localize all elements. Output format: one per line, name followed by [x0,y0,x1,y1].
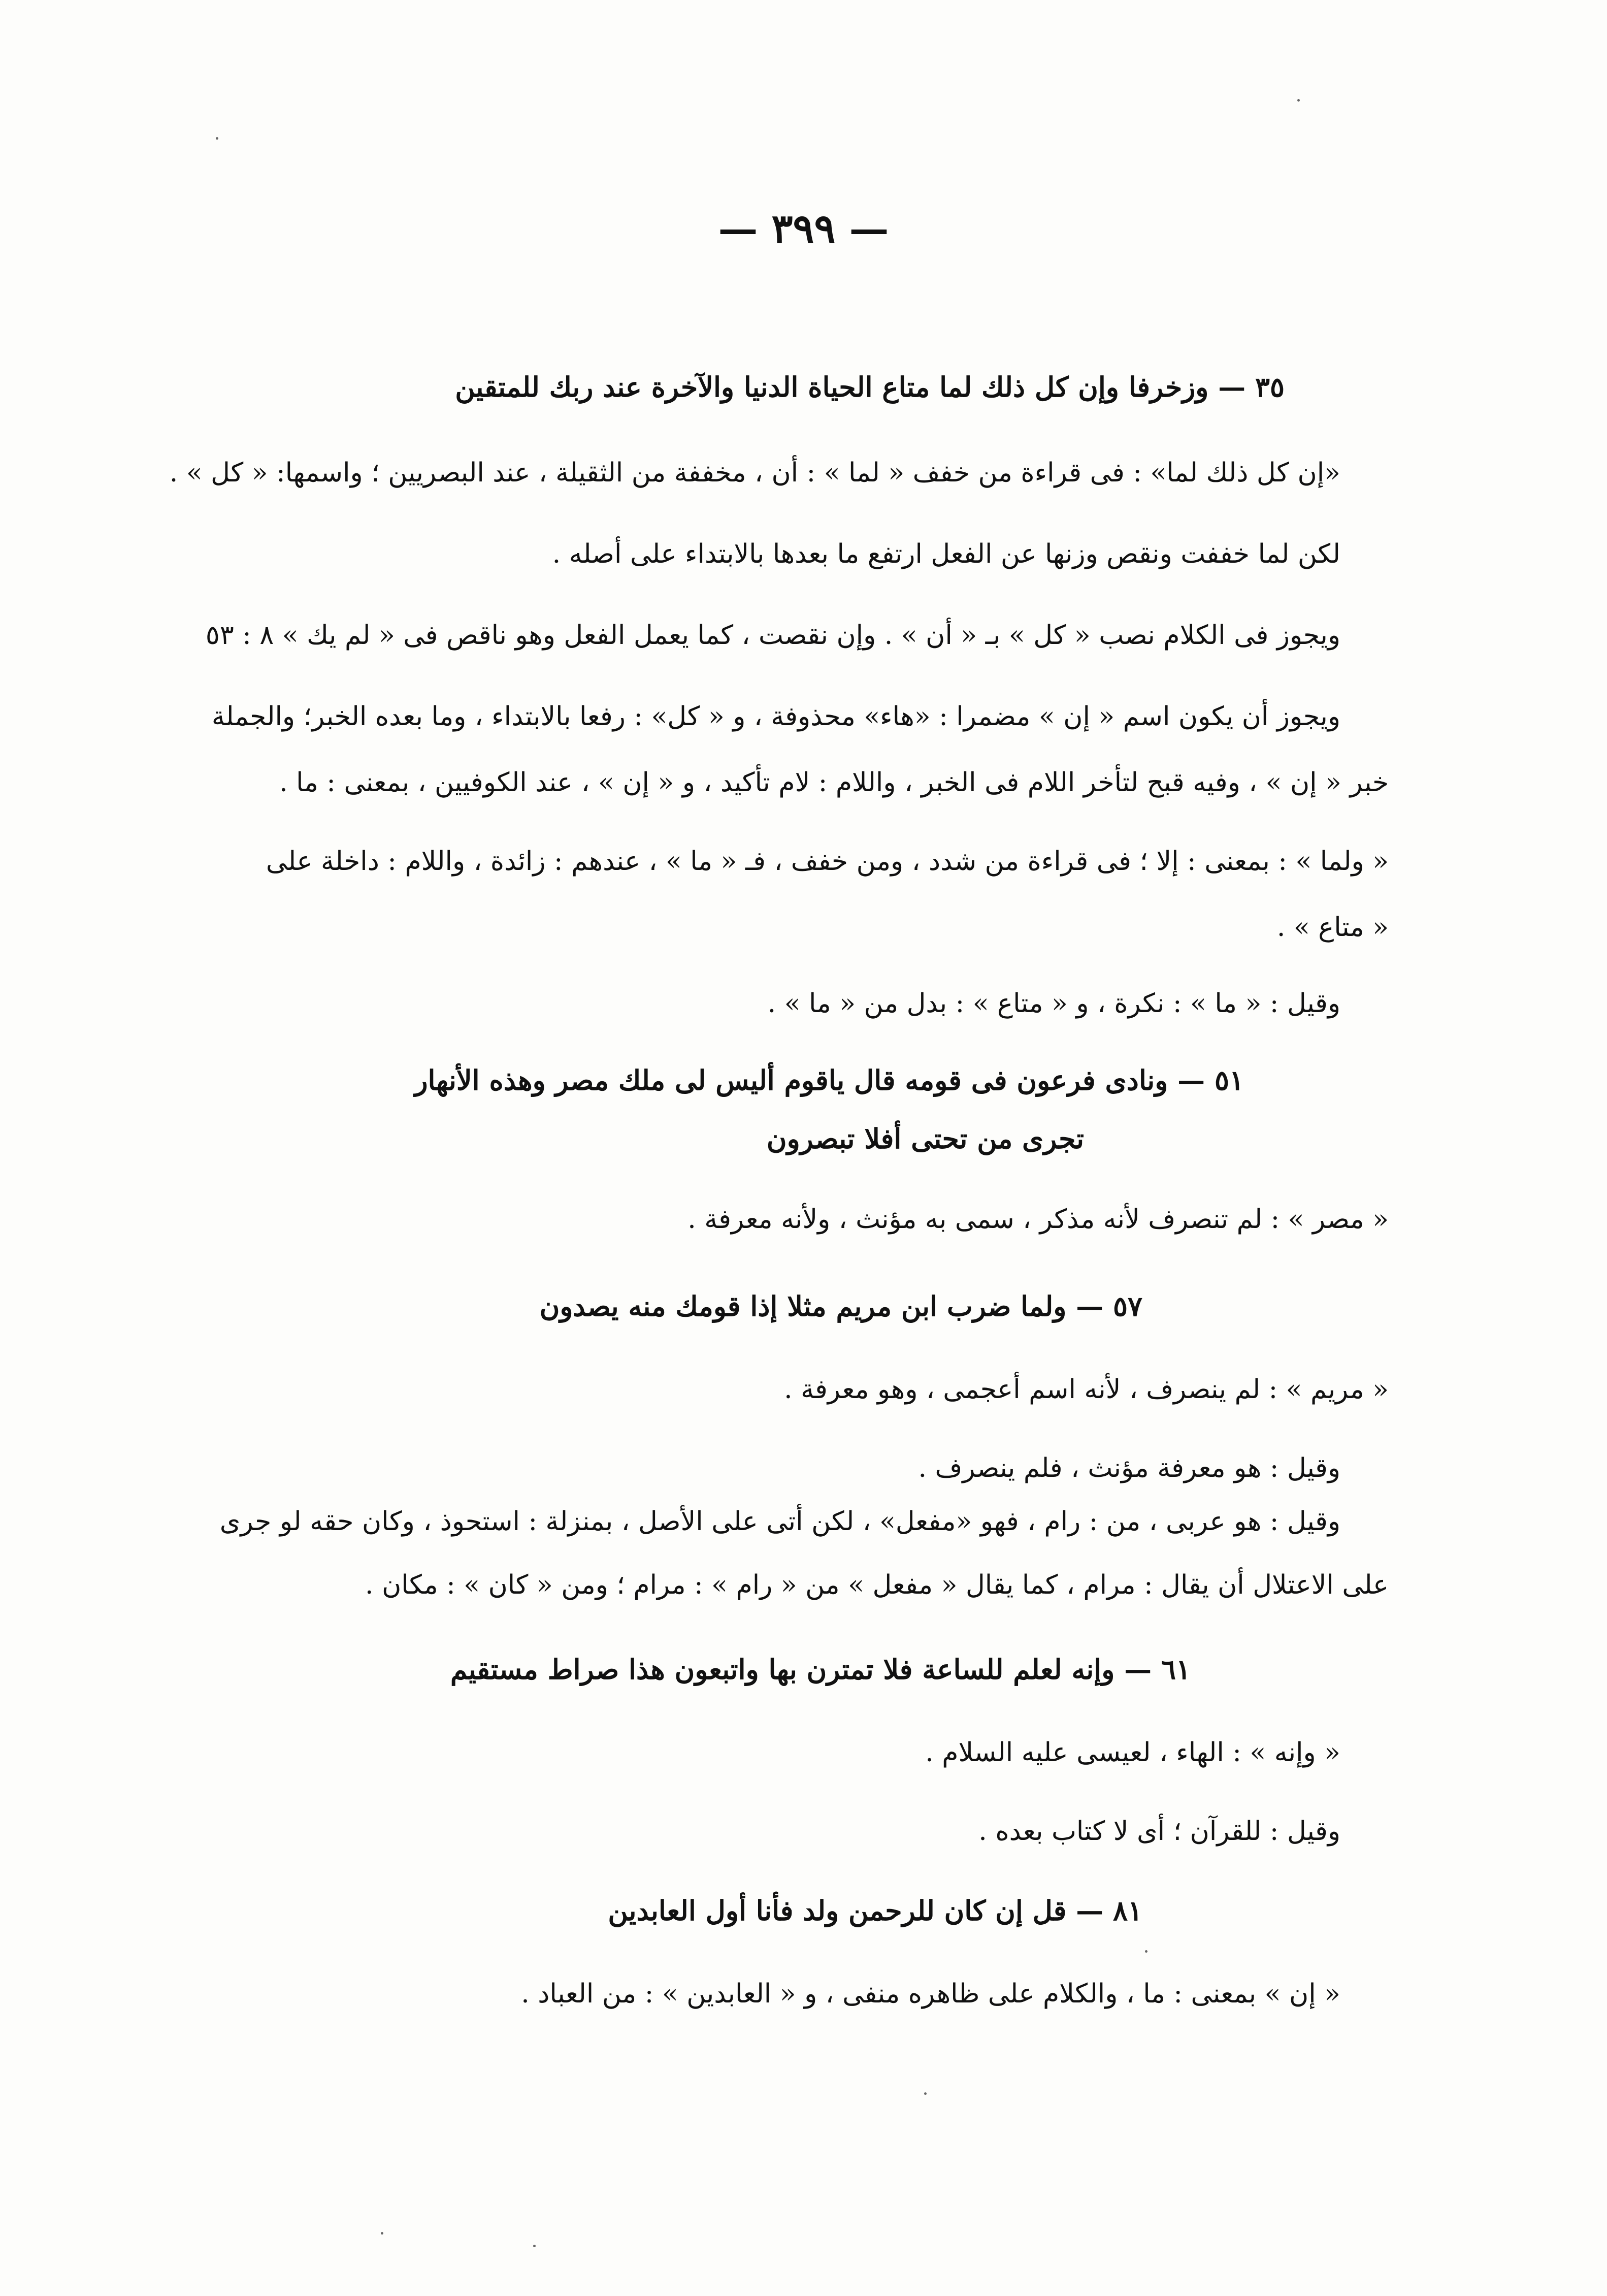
commentary-line: ويجوز أن يكون اسم « إن » مضمرا : «هاء» محذوفة ، و « كل» : رفعا بالابتداء ، وما بعده الخبر؛ والجملة [211,701,1340,732]
verse-81: ٨١ — قل إن كان للرحمن ولد فأنا أول العابدين [608,1894,1142,1927]
commentary-line: « مريم » : لم ينصرف ، لأنه اسم أعجمى ، وهو معرفة . [784,1374,1389,1405]
verse-51-continuation: تجرى من تحتى أفلا تبصرون [766,1122,1084,1155]
scan-speck [216,137,218,140]
commentary-line: « ولما » : بمعنى : إلا ؛ فى قراءة من شدد ، ومن خفف ، فـ « ما » ، عندهم : زائدة ، واللام : داخلة على [266,846,1389,877]
verse-35: ٣٥ — وزخرفا وإن كل ذلك لما متاع الحياة الدنيا والآخرة عند ربك للمتقين [455,371,1285,403]
commentary-line: « إن » بمعنى : ما ، والكلام على ظاهره منفى ، و « العابدين » : من العباد . [521,1979,1340,2009]
commentary-line: وقيل : « ما » : نكرة ، و « متاع » : بدل من « ما » . [767,988,1340,1019]
verse-51: ٥١ — ونادى فرعون فى قومه قال ياقوم أليس لى ملك مصر وهذه الأنهار [414,1064,1244,1096]
commentary-line: خبر « إن » ، وفيه قبح لتأخر اللام فى الخبر ، واللام : لام تأكيد ، و « إن » ، عند الكوفيين ، بمعنى : ما . [279,767,1389,798]
verse-61: ٦١ — وإنه لعلم للساعة فلا تمترن بها واتبعون هذا صراط مستقيم [450,1653,1191,1686]
commentary-line: على الاعتلال أن يقال : مرام ، كما يقال « مفعل » من « رام » : مرام ؛ ومن « كان » : مكان . [365,1570,1389,1600]
scan-speck [924,2092,927,2095]
commentary-line: «إن كل ذلك لما» : فى قراءة من خفف « لما » : أن ، مخففة من الثقيلة ، عند البصريين ؛ واسمها: « كل » . [169,458,1340,488]
commentary-line: لكن لما خففت ونقص وزنها عن الفعل ارتفع ما بعدها بالابتداء على أصله . [552,539,1340,569]
commentary-line: « وإنه » : الهاء ، لعيسى عليه السلام . [925,1737,1340,1768]
scan-speck [533,2245,536,2247]
commentary-line: « مصر » : لم تنصرف لأنه مذكر ، سمى به مؤنث ، ولأنه معرفة . [687,1204,1389,1235]
scan-speck [381,2232,383,2235]
commentary-line: « متاع » . [1276,912,1389,943]
scan-speck [1145,1950,1147,1953]
commentary-line: وقيل : هو عربى ، من : رام ، فهو «مفعل» ، لكن أتى على الأصل ، بمنزلة : استحوذ ، وكان حقه لو جرى [219,1506,1340,1537]
commentary-line: ويجوز فى الكلام نصب « كل » بـ « أن » . وإن نقصت ، كما يعمل الفعل وهو ناقص فى « لم يك » ٨ : ٥٣ [205,620,1340,651]
commentary-line: وقيل : هو معرفة مؤنث ، فلم ينصرف . [918,1453,1340,1483]
verse-57: ٥٧ — ولما ضرب ابن مريم مثلا إذا قومك منه يصدون [539,1290,1142,1322]
commentary-line: وقيل : للقرآن ؛ أى لا كتاب بعده . [978,1816,1340,1847]
page-number: — ٣٩٩ — [718,206,889,252]
scan-speck [1297,99,1300,102]
